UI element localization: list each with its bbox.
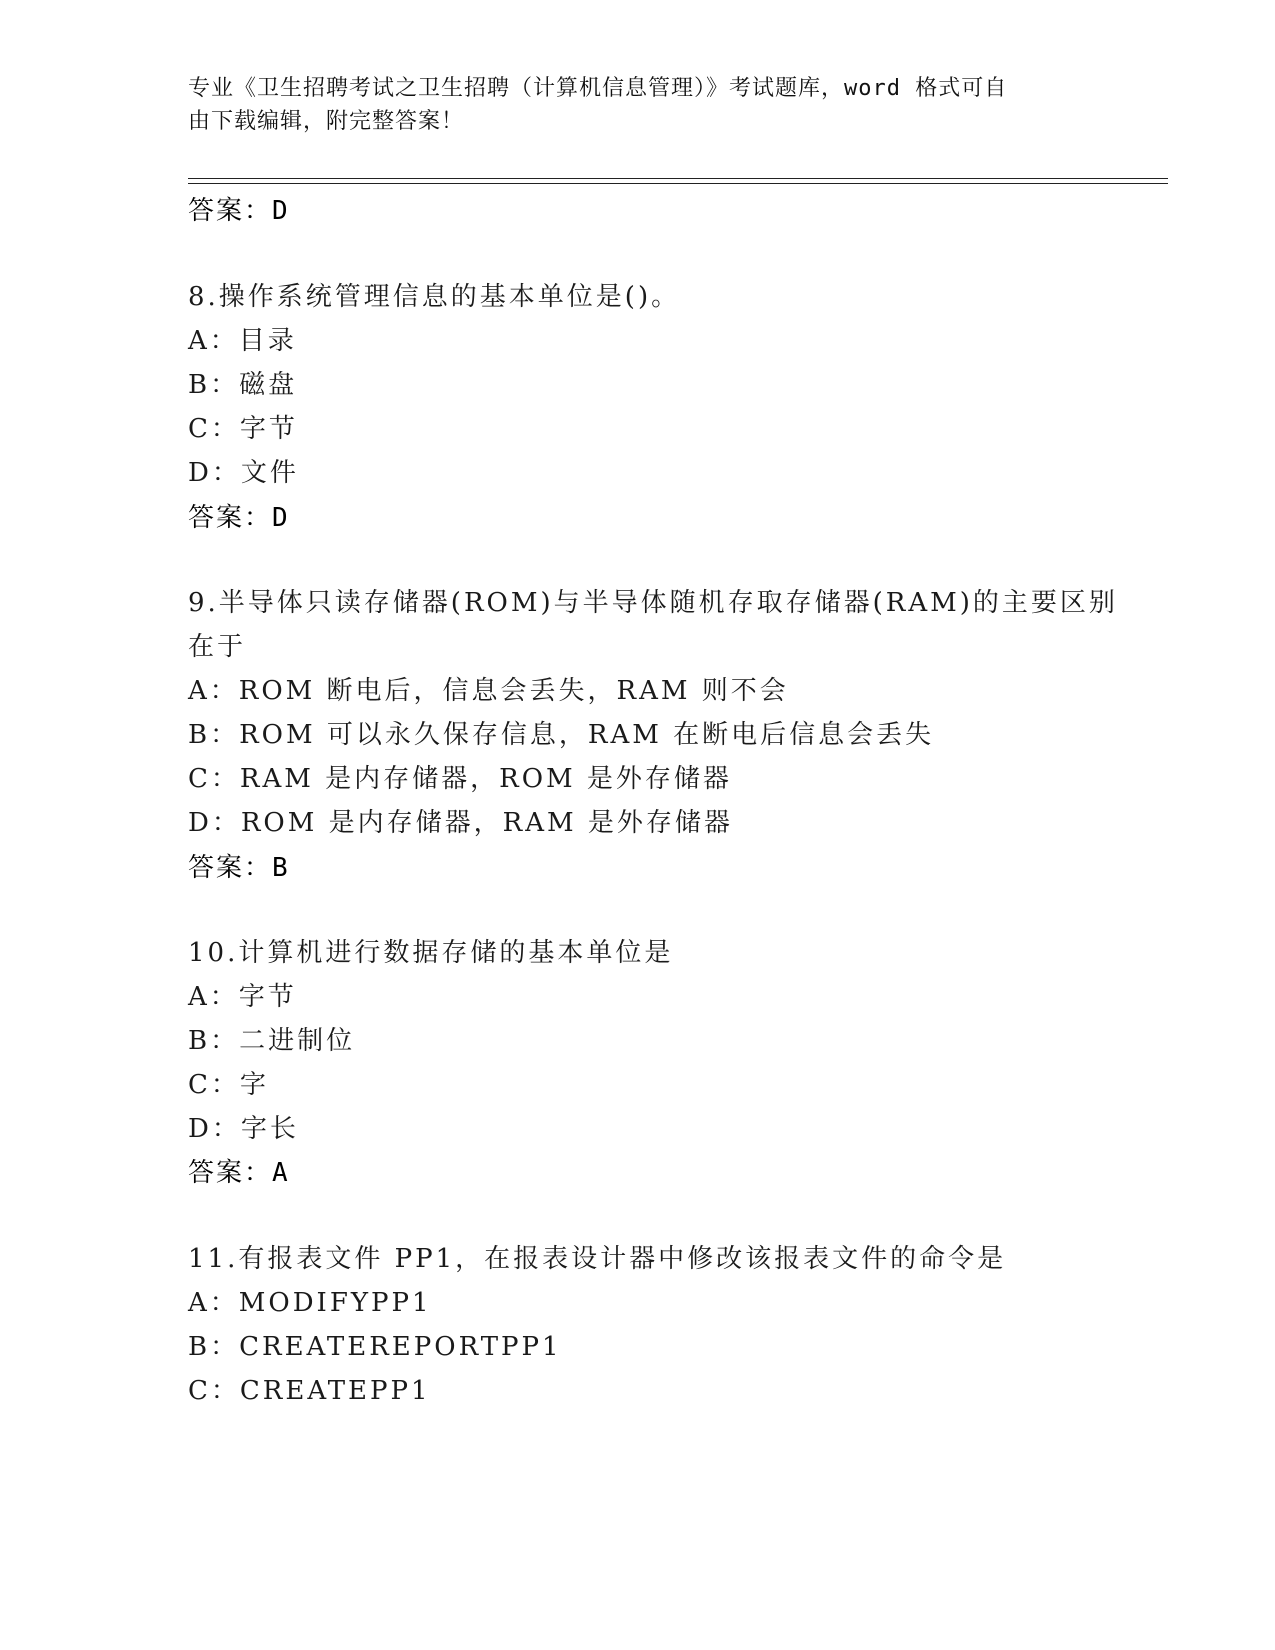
option-b: B：二进制位 (188, 1026, 356, 1056)
option-a: A：MODIFYPP1 (188, 1288, 432, 1318)
option-b: B：磁盘 (188, 370, 298, 400)
header-line-1: 专业《卫生招聘考试之卫生招聘（计算机信息管理）》考试题库，word 格式可自 (188, 76, 1008, 101)
option-c: C：字 (188, 1070, 269, 1100)
option-c: C：RAM 是内存储器，ROM 是外存储器 (188, 764, 732, 794)
option-a: A：目录 (188, 326, 297, 356)
question-10: 10.计算机进行数据存储的基本单位是 (188, 938, 674, 968)
answer-line: 答案：A (188, 1158, 290, 1188)
option-a: A：ROM 断电后，信息会丢失，RAM 则不会 (188, 676, 789, 706)
option-b: B：ROM 可以永久保存信息，RAM 在断电后信息会丢失 (188, 720, 935, 750)
question-9-line-1: 9.半导体只读存储器(ROM)与半导体随机存取存储器(RAM)的主要区别 (188, 588, 1118, 618)
header-line-2: 由下载编辑，附完整答案！ (188, 109, 465, 134)
option-c: C：字节 (188, 414, 298, 444)
option-c: C：CREATEPP1 (188, 1376, 431, 1406)
answer-line: 答案：D (188, 503, 290, 533)
option-d: D：ROM 是内存储器，RAM 是外存储器 (188, 808, 733, 838)
answer-line: 答案：D (188, 196, 290, 226)
question-11: 11.有报表文件 PP1，在报表设计器中修改该报表文件的命令是 (188, 1244, 1007, 1274)
option-a: A：字节 (188, 982, 297, 1012)
question-8: 8.操作系统管理信息的基本单位是()。 (188, 282, 681, 312)
option-b: B：CREATEREPORTPP1 (188, 1332, 562, 1362)
document-header (188, 72, 1068, 138)
answer-line: 答案：B (188, 853, 290, 883)
option-d: D：文件 (188, 458, 299, 488)
header-divider-top (188, 178, 1168, 179)
header-divider-bottom (188, 183, 1168, 184)
option-d: D：字长 (188, 1114, 299, 1144)
question-9-line-2: 在于 (188, 632, 247, 662)
